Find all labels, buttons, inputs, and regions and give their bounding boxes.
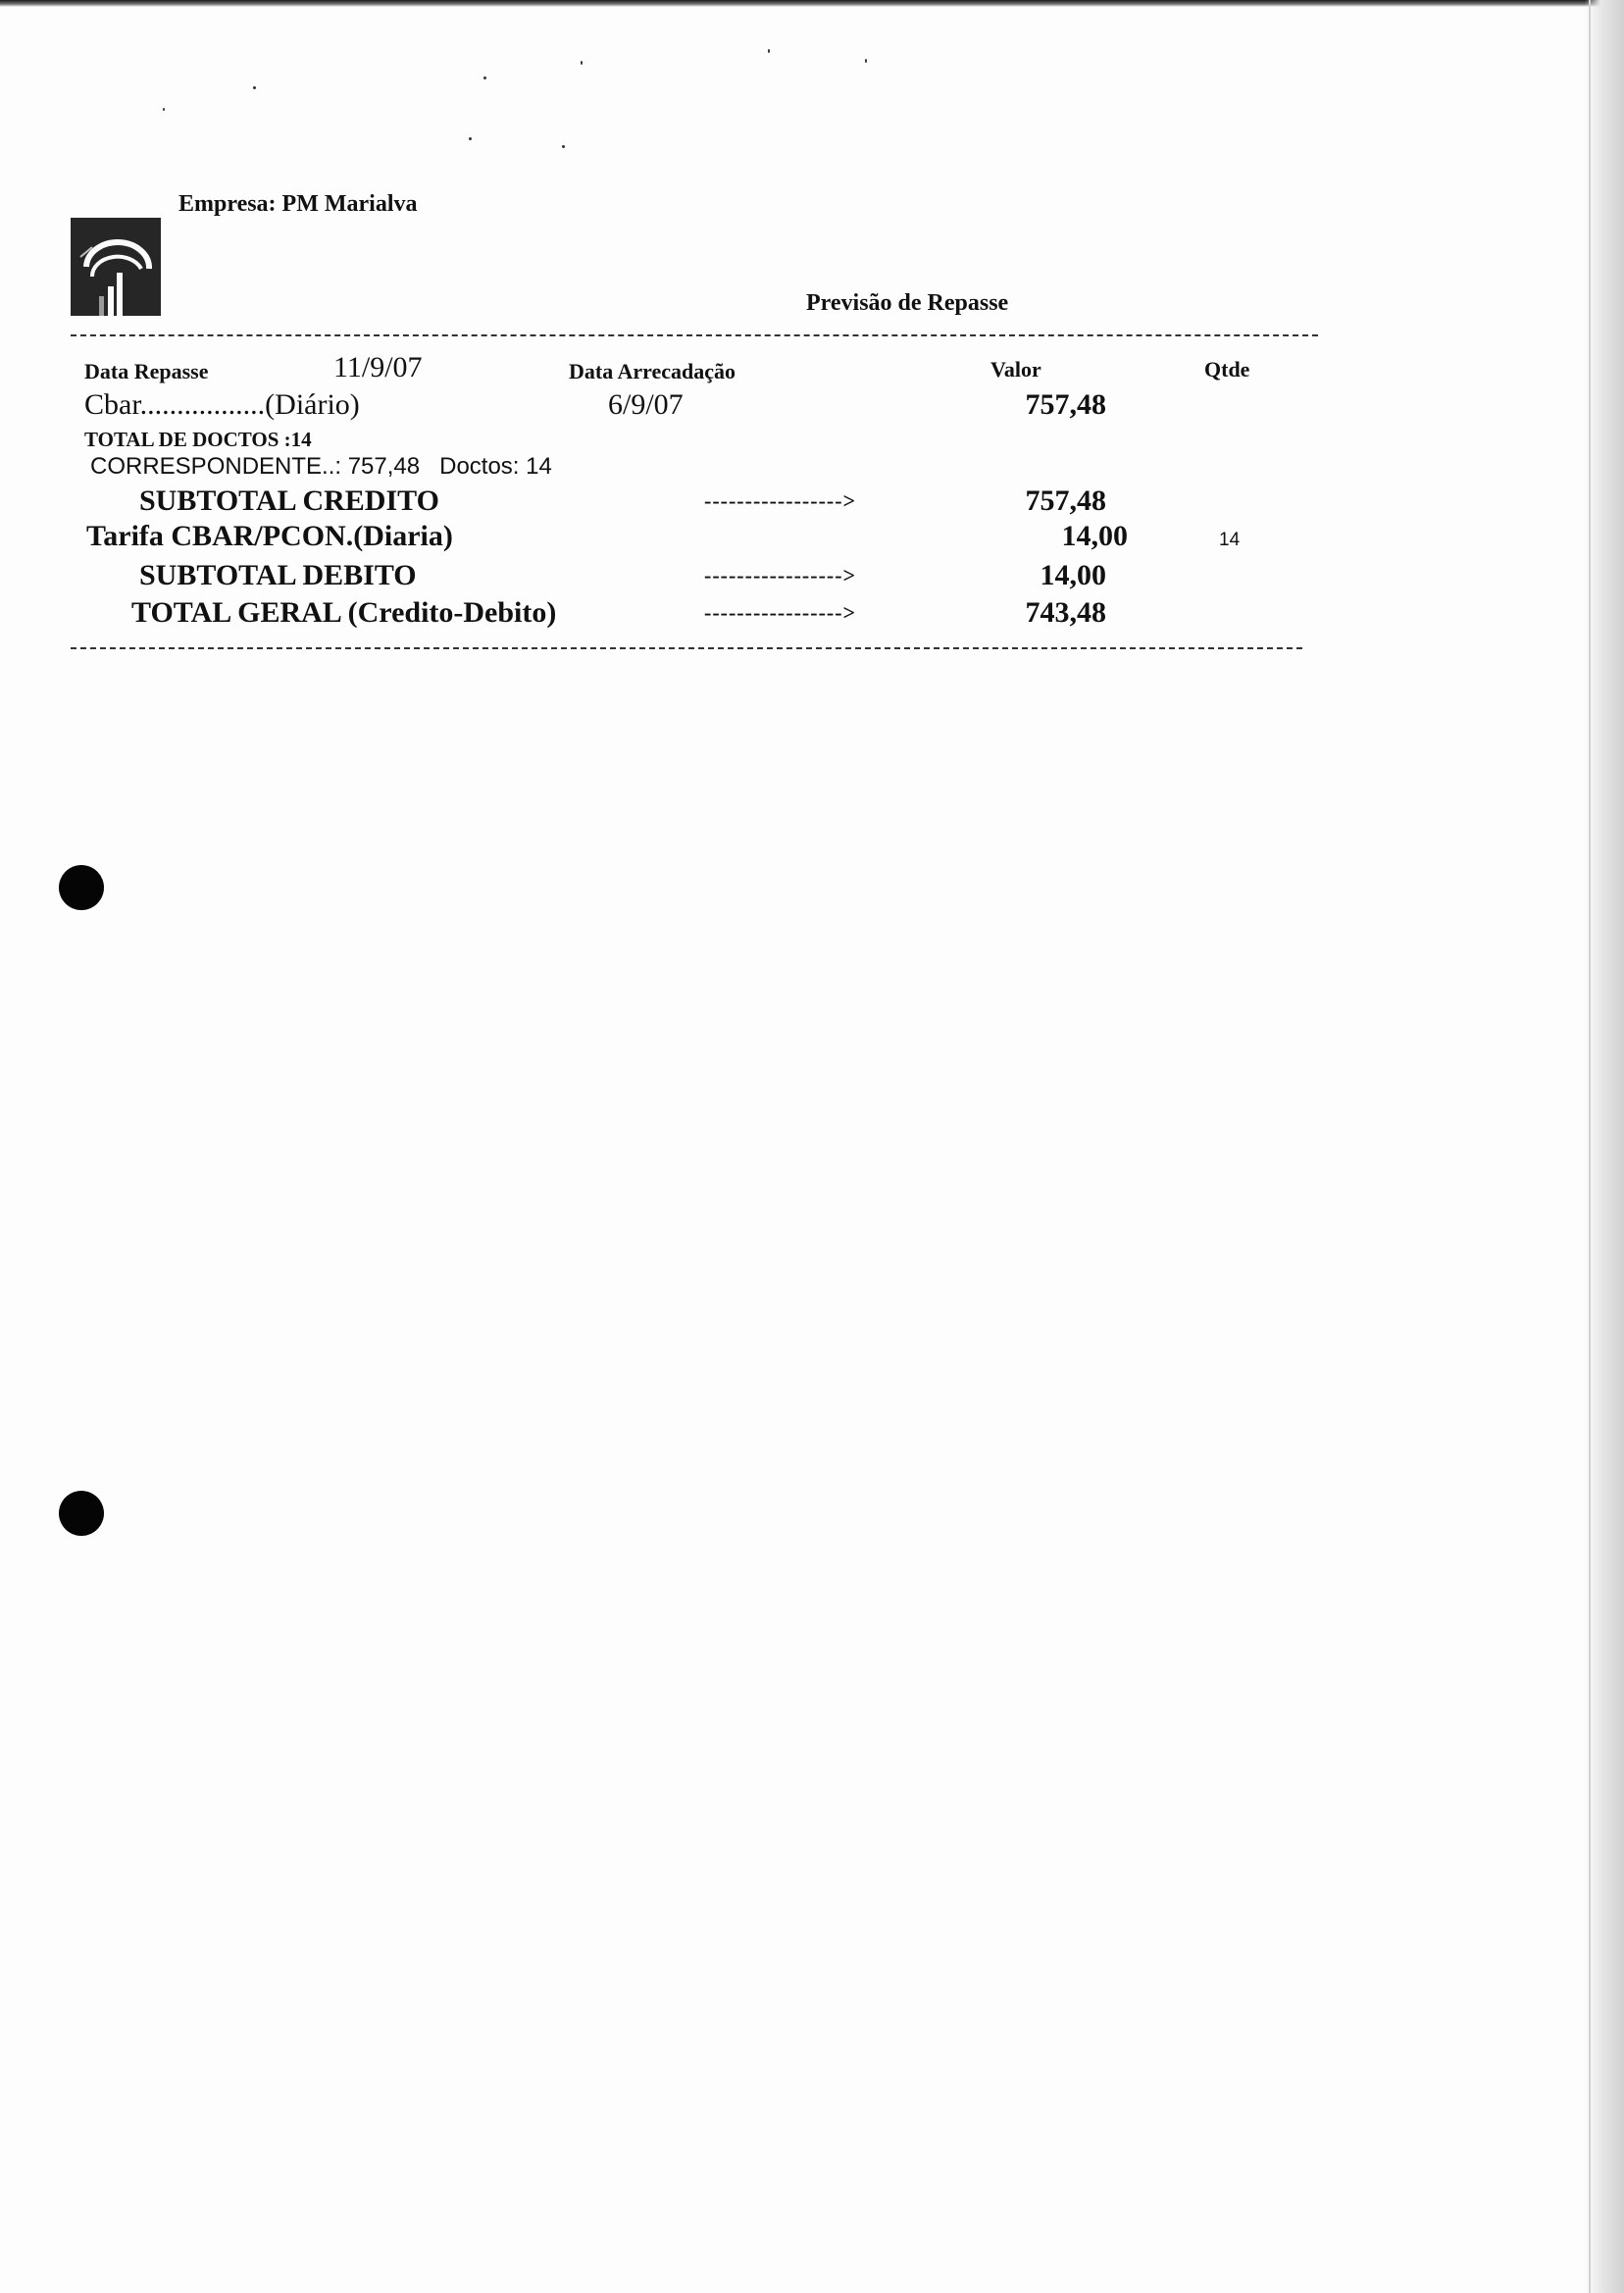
data-arrecadacao-label: Data Arrecadação [569, 359, 736, 383]
top-dashed-divider [71, 334, 1318, 336]
speck [253, 86, 256, 89]
valor-label: Valor [990, 357, 1041, 382]
scan-edge-right [1585, 0, 1624, 2293]
data-repasse-label: Data Repasse [84, 359, 209, 383]
cbar-label: Cbar.................(Diário) [84, 388, 360, 421]
bottom-dashed-divider [71, 647, 1302, 649]
speck [768, 49, 770, 53]
tarifa-label: Tarifa CBAR/PCON.(Diaria) [86, 520, 453, 552]
total-doctos: TOTAL DE DOCTOS :14 [84, 428, 312, 451]
subtotal-debito-arrow: -----------------> [704, 563, 857, 587]
total-geral-label: TOTAL GERAL (Credito-Debito) [131, 596, 557, 629]
data-repasse-value: 11/9/07 [333, 351, 423, 383]
subtotal-debito-label: SUBTOTAL DEBITO [139, 559, 417, 591]
subtotal-debito-valor: 14,00 [1040, 559, 1106, 591]
tarifa-valor: 14,00 [1061, 520, 1128, 552]
speck [562, 145, 565, 148]
tarifa-qtde: 14 [1219, 530, 1241, 550]
scan-edge-right-line [1589, 0, 1591, 2293]
subtotal-credito-arrow: -----------------> [704, 488, 857, 513]
cbar-date: 6/9/07 [608, 388, 684, 421]
bank-logo-icon [71, 218, 161, 316]
speck [469, 137, 472, 140]
speck [865, 59, 867, 63]
qtde-label: Qtde [1204, 357, 1250, 382]
report-title: Previsão de Repasse [806, 290, 1009, 316]
total-geral-valor: 743,48 [1025, 596, 1106, 629]
company-label: Empresa: PM Marialva [178, 191, 418, 217]
scan-edge-top [0, 0, 1624, 7]
speck [163, 108, 165, 111]
punch-hole-bottom [59, 1491, 104, 1536]
subtotal-credito-valor: 757,48 [1025, 484, 1106, 517]
cbar-valor: 757,48 [1025, 388, 1106, 421]
total-geral-arrow: -----------------> [704, 600, 857, 625]
subtotal-credito-label: SUBTOTAL CREDITO [139, 484, 439, 517]
correspondente: CORRESPONDENTE..: 757,48 Doctos: 14 [90, 453, 552, 480]
punch-hole-top [59, 865, 104, 910]
speck [581, 61, 583, 65]
speck [483, 76, 486, 79]
